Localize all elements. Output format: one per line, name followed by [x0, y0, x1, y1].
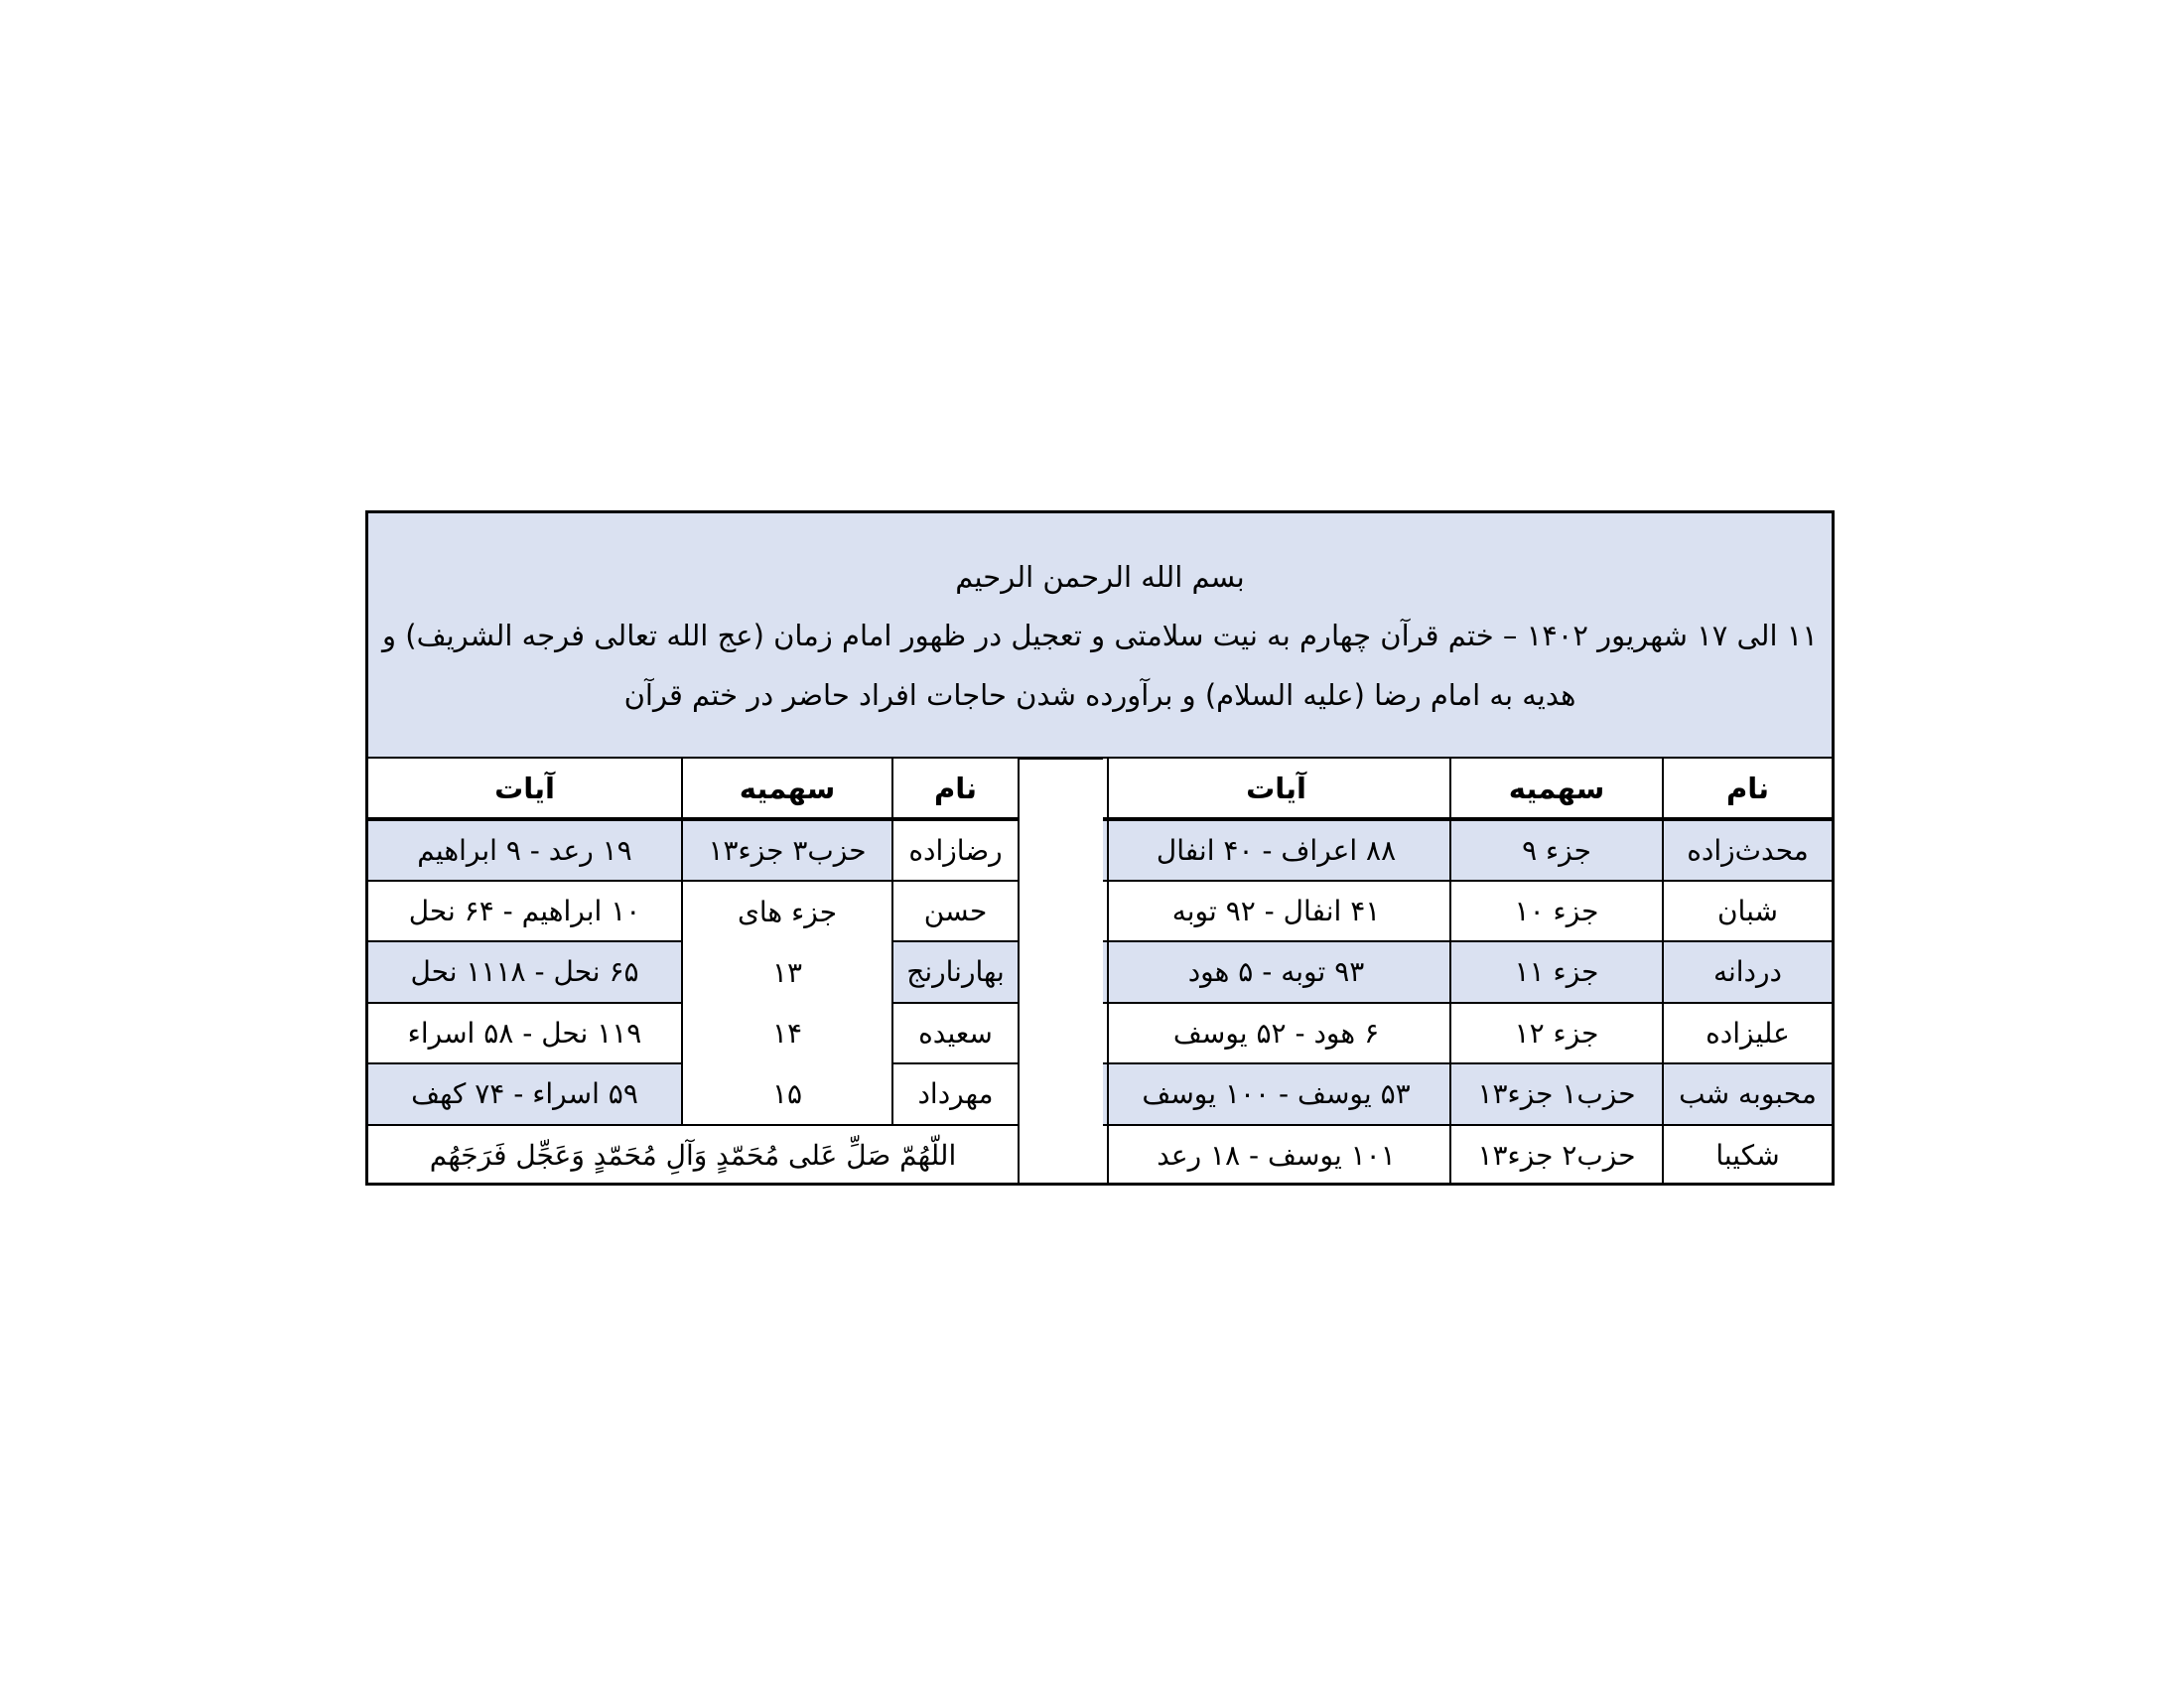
share-cell: جزء ۱۲	[1450, 1003, 1663, 1063]
share-cell: حزب۲ جزء۱۳	[1450, 1125, 1663, 1186]
dedication-line: هدیه به امام رضا (علیه السلام) و برآورده شدن حاجات افراد حاضر در ختم قرآن	[623, 678, 1576, 712]
name-cell: محبوبه شب	[1663, 1063, 1832, 1124]
verses-cell: ۶ هود - ۵۲ یوسف	[1103, 1003, 1450, 1063]
name-cell: علیزاده	[1663, 1003, 1832, 1063]
share-cell: جزء ۹	[1450, 819, 1663, 880]
verses-cell: ۹۳ توبه - ۵ هود	[1103, 941, 1450, 1002]
table-header-row	[1103, 758, 1832, 819]
table-row	[1103, 1063, 1832, 1124]
verses-cell: ۴۱ انفال - ۹۲ توبه	[1103, 881, 1450, 941]
table-row	[368, 881, 1018, 941]
column-header-verses: آیات	[368, 758, 682, 819]
verses-cell: ۱۰۱ یوسف - ۱۸ رعد	[1103, 1125, 1450, 1186]
name-cell: مهرداد	[892, 1063, 1018, 1124]
table-header-row	[368, 758, 1018, 819]
column-header-share: سهمیه	[682, 758, 892, 819]
column-spacer	[1018, 757, 1109, 1186]
merged-share-cell	[682, 881, 892, 1125]
column-header-name: نام	[892, 758, 1018, 819]
share-cell: حزب۱ جزء۱۳	[1450, 1063, 1663, 1124]
verses-cell: ۸۸ اعراف - ۴۰ انفال	[1103, 819, 1450, 880]
table-row	[1103, 1125, 1832, 1186]
left-assignment-table	[368, 757, 1018, 1186]
bismillah-line: بسم الله الرحمن الرحیم	[955, 560, 1245, 594]
verses-cell: ۶۵ نحل - ۱۱۱۸ نحل	[368, 941, 682, 1002]
name-cell: شبان	[1663, 881, 1832, 941]
right-assignment-table	[1103, 757, 1832, 1186]
share-number: ۱۴	[771, 1016, 803, 1050]
name-cell: رضازاده	[892, 819, 1018, 880]
document-header	[368, 513, 1832, 760]
name-cell: بهارنارنج	[892, 941, 1018, 1002]
table-row	[1103, 819, 1832, 880]
table-row	[1103, 941, 1832, 1002]
column-header-verses: آیات	[1103, 758, 1450, 819]
verses-cell: ۵۹ اسراء - ۷۴ کهف	[368, 1063, 682, 1124]
verses-cell: ۱۱۹ نحل - ۵۸ اسراء	[368, 1003, 682, 1063]
name-cell: دردانه	[1663, 941, 1832, 1002]
name-cell: حسن	[892, 881, 1018, 941]
share-label: جزء های	[737, 895, 838, 928]
share-number: ۱۵	[771, 1076, 803, 1110]
name-cell: شکیبا	[1663, 1125, 1832, 1186]
name-cell: سعیده	[892, 1003, 1018, 1063]
prayer-row	[368, 1125, 1018, 1186]
verses-cell: ۱۹ رعد - ۹ ابراهیم	[368, 819, 682, 880]
column-header-share: سهمیه	[1450, 758, 1663, 819]
verses-cell: ۱۰ ابراهیم - ۶۴ نحل	[368, 881, 682, 941]
table-row	[1103, 881, 1832, 941]
verses-cell: ۵۳ یوسف - ۱۰۰ یوسف	[1103, 1063, 1450, 1124]
share-cell: جزء ۱۰	[1450, 881, 1663, 941]
column-header-name: نام	[1663, 758, 1832, 819]
quran-khatm-document	[365, 510, 1835, 1186]
table-row	[1103, 1003, 1832, 1063]
table-row	[368, 819, 1018, 880]
name-cell: محدث‌زاده	[1663, 819, 1832, 880]
salawat-prayer: اللّهُمّ صَلِّ عَلی مُحَمّدٍ وَآلِ مُحَمّدٍ وَعَجِّل فَرَجَهُم	[368, 1125, 1018, 1186]
title-line: ۱۱ الی ۱۷ شهریور ۱۴۰۲ – ختم قرآن چهارم به نیت سلامتی و تعجیل در ظهور امام زمان (عج الله تعالی فرجه الشریف) و	[382, 619, 1818, 652]
share-number: ۱۳	[771, 955, 803, 989]
share-cell: حزب۳ جزء۱۳	[682, 819, 892, 880]
share-cell: جزء ۱۱	[1450, 941, 1663, 1002]
